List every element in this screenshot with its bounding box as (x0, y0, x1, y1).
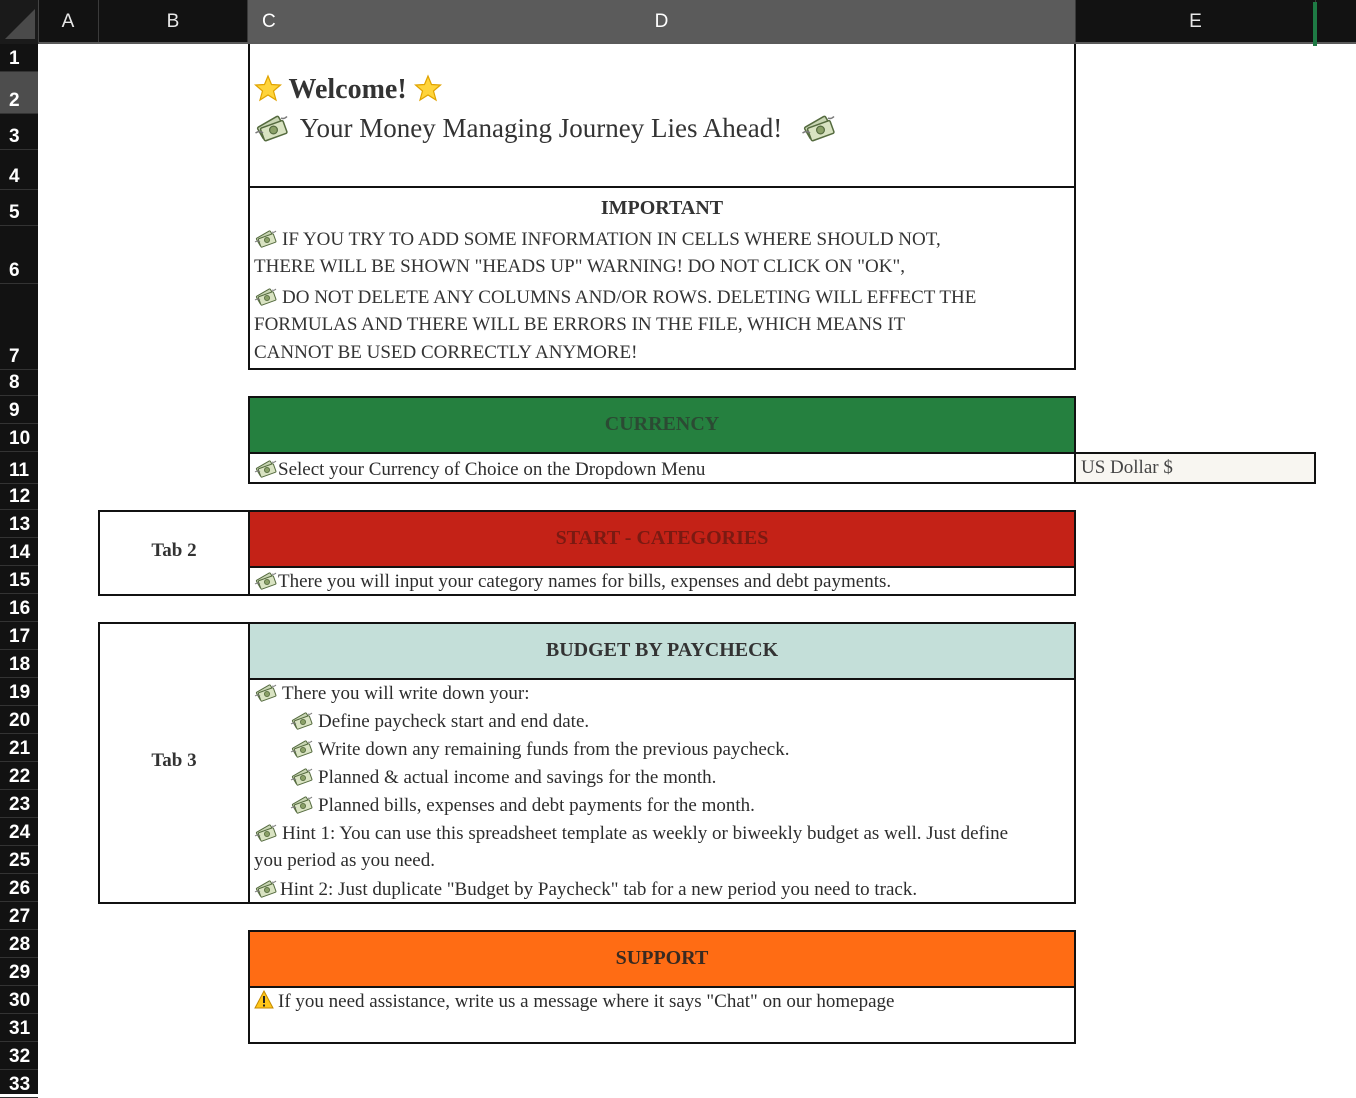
column-header-b[interactable]: B (99, 0, 248, 42)
money-icon (290, 794, 314, 814)
warning-icon (254, 990, 274, 1009)
row-header-cell[interactable]: 20 (0, 706, 38, 734)
currency-prompt: Select your Currency of Choice on the Dropdown Menu (278, 459, 706, 480)
welcome-subtitle: Your Money Managing Journey Lies Ahead! (299, 113, 783, 143)
money-icon (254, 878, 278, 898)
row-header-cell[interactable]: 27 (0, 902, 38, 930)
row-header-cell[interactable]: 11 (0, 452, 38, 484)
tab3-hint1b: you period as you need. (254, 850, 435, 871)
row-header-cell[interactable]: 8 (0, 370, 38, 396)
column-header-bar (0, 0, 1356, 44)
money-icon (254, 682, 278, 702)
important-text-2b: FORMULAS AND THERE WILL BE ERRORS IN THE FILE, WHICH MEANS IT (254, 314, 906, 335)
column-resize-handle[interactable] (1313, 2, 1317, 46)
row-header-cell[interactable]: 30 (0, 986, 38, 1014)
money-icon (254, 112, 290, 142)
row-header-cell[interactable]: 2 (0, 72, 38, 114)
row-header-cell[interactable]: 23 (0, 790, 38, 818)
money-icon (290, 766, 314, 786)
row-header-cell[interactable]: 19 (0, 678, 38, 706)
row-header-cell[interactable]: 22 (0, 762, 38, 790)
tab3-item (290, 710, 589, 733)
row-header-cell[interactable]: 32 (0, 1042, 38, 1070)
row-header-cell[interactable]: 12 (0, 484, 38, 510)
currency-heading: CURRENCY (248, 396, 1076, 454)
row-header-cell[interactable]: 5 (0, 190, 38, 226)
important-text-2a: DO NOT DELETE ANY COLUMNS AND/OR ROWS. DELETING WILL EFFECT THE (282, 287, 977, 308)
support-text: If you need assistance, write us a message where it says "Chat" on our homepage (278, 991, 895, 1012)
tab2-text-row (254, 570, 891, 593)
support-text-row (254, 990, 894, 1013)
money-icon (254, 228, 278, 248)
tab3-heading: BUDGET BY PAYCHECK (248, 622, 1076, 680)
tab3-hint1a: Hint 1: You can use this spreadsheet template as weekly or biweekly budget as well. Just define (282, 823, 1009, 844)
row-header-cell[interactable]: 7 (0, 284, 38, 370)
money-icon (801, 112, 837, 142)
row-header-cell[interactable]: 16 (0, 594, 38, 622)
row-header-cell[interactable]: 3 (0, 114, 38, 150)
currency-dropdown[interactable]: US Dollar $ (1074, 452, 1316, 484)
tab3-hint1-row (254, 822, 1008, 845)
money-icon (254, 286, 278, 306)
tab3-item (290, 794, 755, 817)
tab3-hint2: Hint 2: Just duplicate "Budget by Paycheck" tab for a new period you need to track. (280, 879, 918, 900)
column-header-a[interactable]: A (38, 0, 99, 42)
tab3-item-text: Planned & actual income and savings for the month. (318, 767, 717, 788)
star-icon (414, 74, 442, 102)
important-text-2c: CANNOT BE USED CORRECTLY ANYMORE! (254, 342, 638, 363)
tab3-hint2-row (254, 878, 917, 901)
important-text-1a: IF YOU TRY TO ADD SOME INFORMATION IN CELLS WHERE SHOULD NOT, (282, 229, 941, 250)
tab3-intro-row (254, 682, 529, 705)
row-header-cell[interactable]: 10 (0, 424, 38, 452)
tab3-item-text: Define paycheck start and end date. (318, 711, 590, 732)
support-heading: SUPPORT (248, 930, 1076, 988)
money-icon (254, 570, 278, 590)
tab3-item-text: Write down any remaining funds from the previous paycheck. (318, 739, 790, 760)
tab2-label: Tab 2 (151, 540, 197, 561)
important-heading: IMPORTANT (600, 197, 724, 219)
row-header-cell[interactable]: 31 (0, 1014, 38, 1042)
row-header-cell[interactable]: 24 (0, 818, 38, 846)
row-header-cell[interactable]: 15 (0, 566, 38, 594)
tab3-intro: There you will write down your: (282, 683, 530, 704)
row-header-cell[interactable]: 14 (0, 538, 38, 566)
money-icon (254, 822, 278, 842)
important-line-2 (254, 286, 976, 309)
column-header-d[interactable]: D (248, 0, 1076, 42)
row-header-cell[interactable]: 21 (0, 734, 38, 762)
row-header-cell[interactable]: 26 (0, 874, 38, 902)
important-text-1b: THERE WILL BE SHOWN "HEADS UP" WARNING! DO NOT CLICK ON "OK", (254, 256, 905, 277)
row-header-cell[interactable]: 13 (0, 510, 38, 538)
row-header-cell[interactable]: 6 (0, 226, 38, 284)
select-all-corner[interactable] (0, 0, 39, 44)
row-header-cell[interactable]: 1 (0, 44, 38, 72)
row-header-cell[interactable]: 9 (0, 396, 38, 424)
tab3-label: Tab 3 (151, 750, 197, 771)
tab3-item (290, 738, 789, 761)
money-icon (290, 710, 314, 730)
row-header-cell[interactable]: 29 (0, 958, 38, 986)
welcome-subtitle-row (254, 112, 841, 144)
welcome-title: Welcome! (288, 74, 407, 105)
welcome-title-row (254, 74, 442, 106)
row-header-cell[interactable]: 28 (0, 930, 38, 958)
column-header-c[interactable]: C (262, 11, 276, 32)
tab2-heading: START - CATEGORIES (248, 510, 1076, 568)
money-icon (254, 458, 278, 478)
tab2-text: There you will input your category names for bills, expenses and debt payments. (278, 571, 892, 592)
tab3-item (290, 766, 716, 789)
row-header-cell[interactable]: 33 (0, 1070, 38, 1098)
tab3-item-text: Planned bills, expenses and debt payments for the month. (318, 795, 755, 816)
row-header-cell[interactable]: 25 (0, 846, 38, 874)
column-header-e[interactable]: E (1076, 0, 1316, 42)
currency-prompt-row (254, 458, 705, 481)
row-header-cell[interactable]: 4 (0, 150, 38, 190)
row-header-cell[interactable]: 18 (0, 650, 38, 678)
star-icon (254, 74, 282, 102)
money-icon (290, 738, 314, 758)
row-header-cell[interactable]: 17 (0, 622, 38, 650)
important-line-1 (254, 228, 941, 251)
row-header-column (0, 44, 38, 1094)
